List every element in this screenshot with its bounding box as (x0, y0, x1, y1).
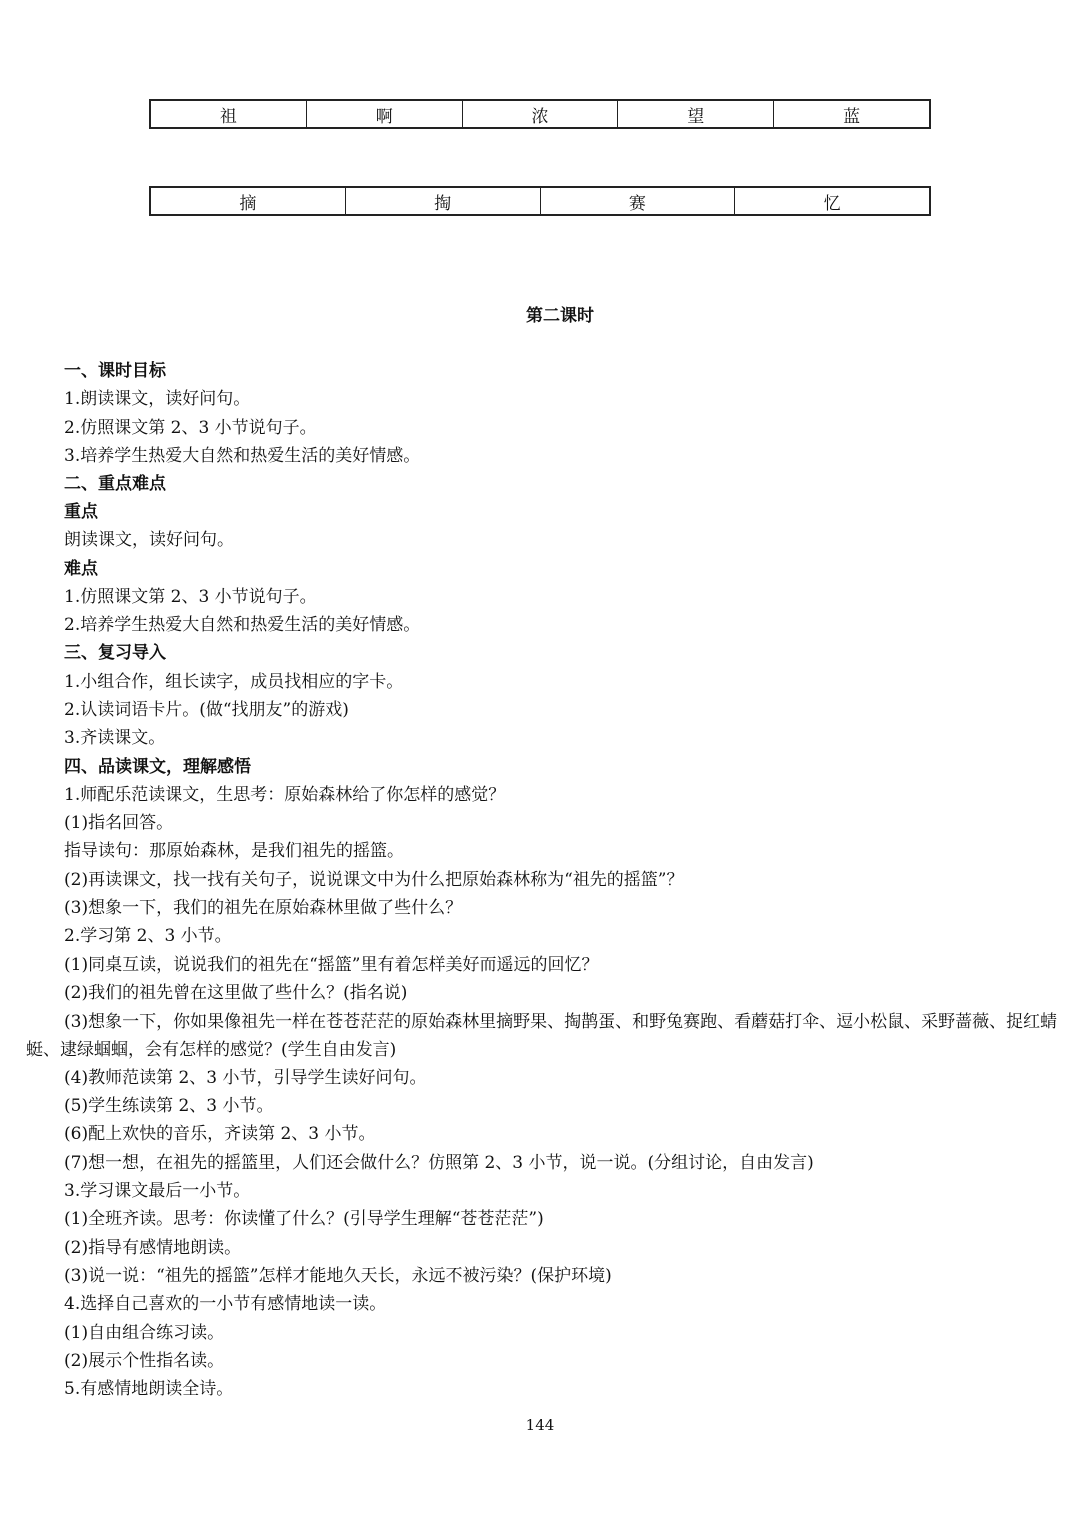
text-line: 2.认读词语卡片。(做“找朋友”的游戏) (64, 700, 349, 720)
text-line: (2)再读课文，找一找有关句子，说说课文中为什么把原始森林称为“祖先的摇篮”？ (64, 870, 684, 890)
section-heading: 二、重点难点 (64, 474, 166, 494)
text-line: 5.有感情地朗读全诗。 (64, 1379, 234, 1399)
text-line: (1)全班齐读。思考：你读懂了什么？(引导学生理解“苍苍茫茫”) (64, 1209, 544, 1229)
sub-heading: 难点 (64, 559, 98, 579)
text-line: 1.小组合作，组长读字，成员找相应的字卡。 (64, 672, 404, 692)
char-cell: 赛 (541, 188, 736, 214)
text-line: 3.培养学生热爱大自然和热爱生活的美好情感。 (64, 446, 421, 466)
text-line: 1.师配乐范读课文，生思考：原始森林给了你怎样的感觉？ (64, 785, 506, 805)
text-line: (3)想象一下，我们的祖先在原始森林里做了些什么？ (64, 898, 463, 918)
text-line: (1)自由组合练习读。 (64, 1323, 225, 1343)
character-table-2 (149, 186, 931, 216)
text-line: 2.仿照课文第 2、3 小节说句子。 (64, 418, 317, 438)
char-cell: 浓 (463, 101, 619, 127)
text-line: (1)同桌互读，说说我们的祖先在“摇篮”里有着怎样美好而遥远的回忆？ (64, 955, 599, 975)
text-line: (2)展示个性指名读。 (64, 1351, 225, 1371)
text-line: (6)配上欢快的音乐，齐读第 2、3 小节。 (64, 1124, 376, 1144)
char-cell: 掏 (346, 188, 541, 214)
text-line: 3.学习课文最后一小节。 (64, 1181, 251, 1201)
char-cell: 蓝 (843, 106, 861, 127)
text-line: 3.齐读课文。 (64, 728, 166, 748)
text-line: 指导读句：那原始森林，是我们祖先的摇篮。 (64, 841, 404, 861)
section-heading: 四、品读课文，理解感悟 (64, 757, 251, 777)
text-line: (4)教师范读第 2、3 小节，引导学生读好问句。 (64, 1068, 427, 1088)
lesson-title: 第二课时 (526, 306, 594, 326)
section-heading: 一、课时目标 (64, 361, 166, 381)
text-line: 2.学习第 2、3 小节。 (64, 926, 232, 946)
text-line: (7)想一想，在祖先的摇篮里，人们还会做什么？仿照第 2、3 小节，说一说。(分组讨论，自由发言) (64, 1153, 814, 1173)
char-cell: 摘 (151, 188, 346, 214)
text-line: 朗读课文，读好问句。 (64, 530, 234, 550)
text-line: 2.培养学生热爱大自然和热爱生活的美好情感。 (64, 615, 421, 635)
text-line: (2)指导有感情地朗读。 (64, 1238, 242, 1258)
page-number: 144 (525, 1416, 555, 1434)
sub-heading: 重点 (64, 502, 98, 522)
text-line: 4.选择自己喜欢的一小节有感情地读一读。 (64, 1294, 387, 1314)
char-cell: 忆 (823, 193, 841, 214)
text-line: (3)说一说：“祖先的摇篮”怎样才能地久天长，永远不被污染？(保护环境) (64, 1266, 612, 1286)
character-table-1 (149, 99, 931, 129)
char-cell: 望 (618, 101, 774, 127)
char-cell: 祖 (151, 101, 307, 127)
text-paragraph: (3)想象一下，你如果像祖先一样在苍苍茫茫的原始森林里摘野果、掏鹊蛋、和野兔赛跑、看蘑菇打伞、逗小松鼠、采野蔷薇、捉红蜻蜓、逮绿蝈蝈，会有怎样的感觉？(学生自由发言) (26, 1012, 1058, 1060)
text-line: (2)我们的祖先曾在这里做了些什么？(指名说) (64, 983, 408, 1003)
text-line: (1)指名回答。 (64, 813, 174, 833)
text-line: 1.朗读课文，读好问句。 (64, 389, 251, 409)
text-line: (5)学生练读第 2、3 小节。 (64, 1096, 274, 1116)
char-cell: 啊 (307, 101, 463, 127)
text-line: 1.仿照课文第 2、3 小节说句子。 (64, 587, 317, 607)
section-heading: 三、复习导入 (64, 643, 166, 663)
